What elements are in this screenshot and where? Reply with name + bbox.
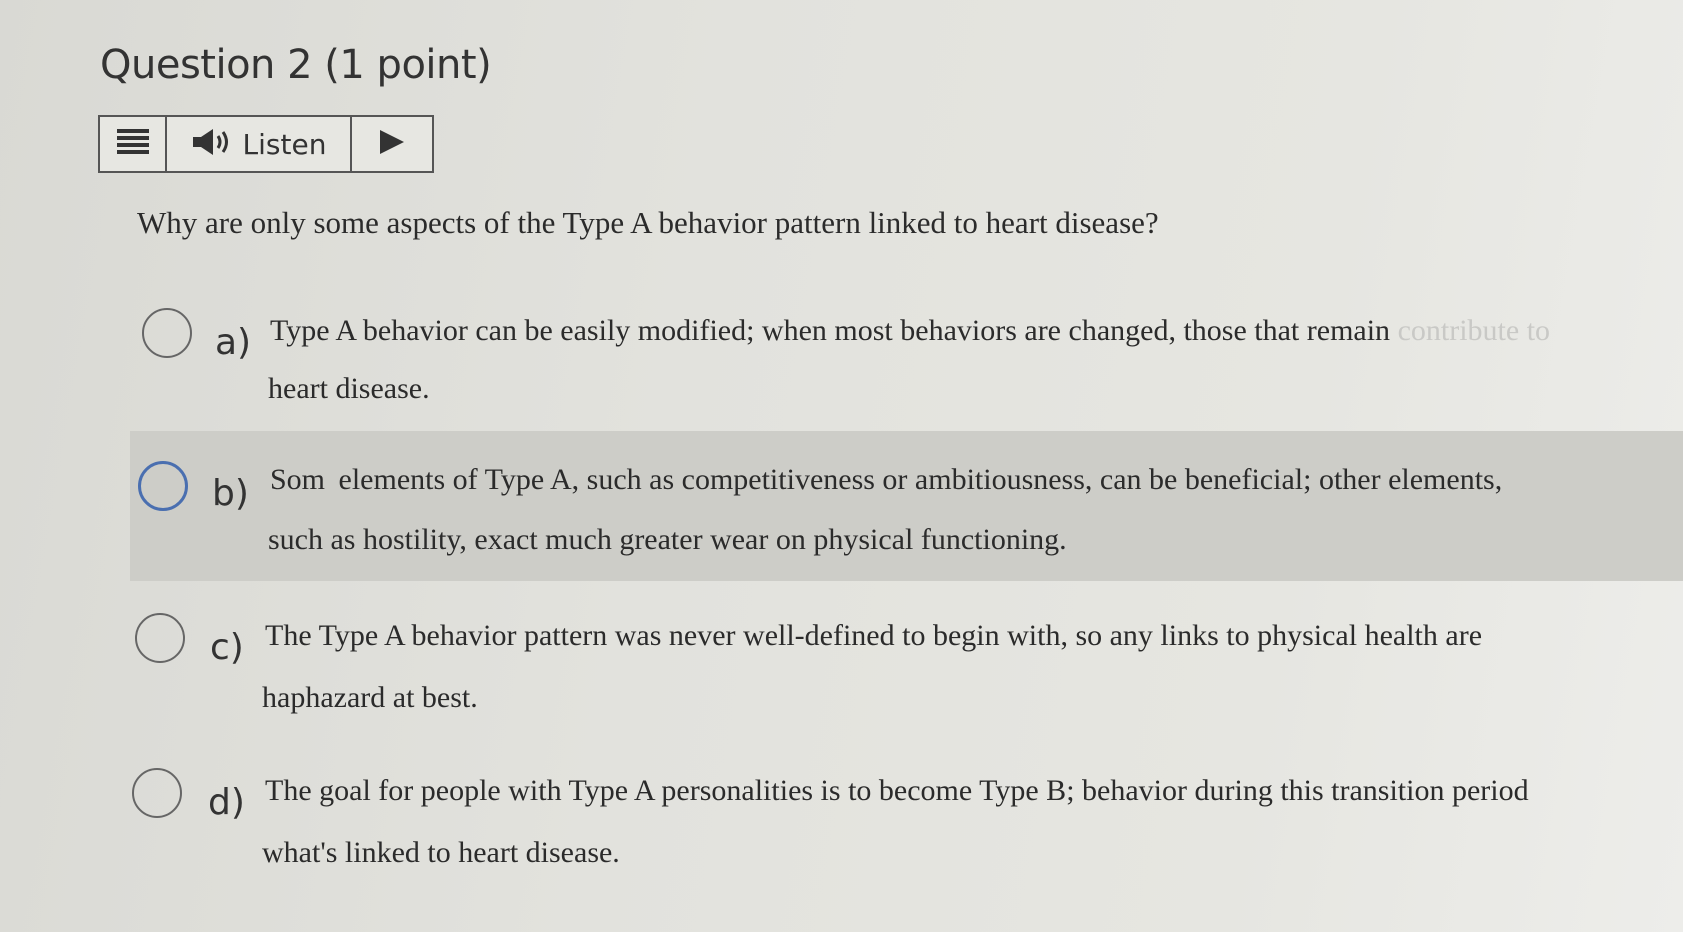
play-icon [377,128,407,161]
radio-d[interactable] [132,768,182,818]
radio-b[interactable] [138,461,188,511]
answer-option-d[interactable] [0,760,1683,880]
question-prompt: Why are only some aspects of the Type A behavior pattern linked to heart disease? [137,205,1159,240]
question-title: Question 2 (1 point) [100,42,492,88]
option-text-line2: heart disease. [268,372,430,405]
option-letter: b) [212,473,249,514]
speaker-icon [191,127,233,162]
answer-option-b[interactable] [130,431,1683,581]
option-text-line1: The goal for people with Type A personalities is to become Type B; behavior during this transition period [265,774,1529,807]
option-text-faded: contribute to [1397,314,1551,347]
listen-menu-button[interactable] [100,117,167,171]
option-text-line2: haphazard at best. [262,681,478,714]
option-text-line2: such as hostility, exact much greater wear on physical functioning. [268,523,1067,556]
answer-option-a[interactable] [0,300,1683,410]
option-text-line1: Som elements of Type A, such as competitiveness or ambitiousness, can be beneficial; other elements, [270,463,1503,496]
listen-toolbar [98,115,434,173]
listen-button[interactable] [167,117,352,171]
answer-option-c[interactable] [0,605,1683,725]
option-text-line1: Type A behavior can be easily modified; when most behaviors are changed, those that remain contribute to [270,314,1551,347]
option-text-line1: The Type A behavior pattern was never well-defined to begin with, so any links to physical health are [265,619,1483,652]
option-letter: d) [208,782,245,823]
menu-icon [115,127,151,162]
play-button[interactable] [352,117,432,171]
listen-label: Listen [242,127,327,161]
radio-c[interactable] [135,613,185,663]
radio-a[interactable] [142,308,192,358]
option-letter: a) [215,322,252,363]
option-text-line2: what's linked to heart disease. [262,836,620,869]
option-letter: c) [210,627,244,668]
